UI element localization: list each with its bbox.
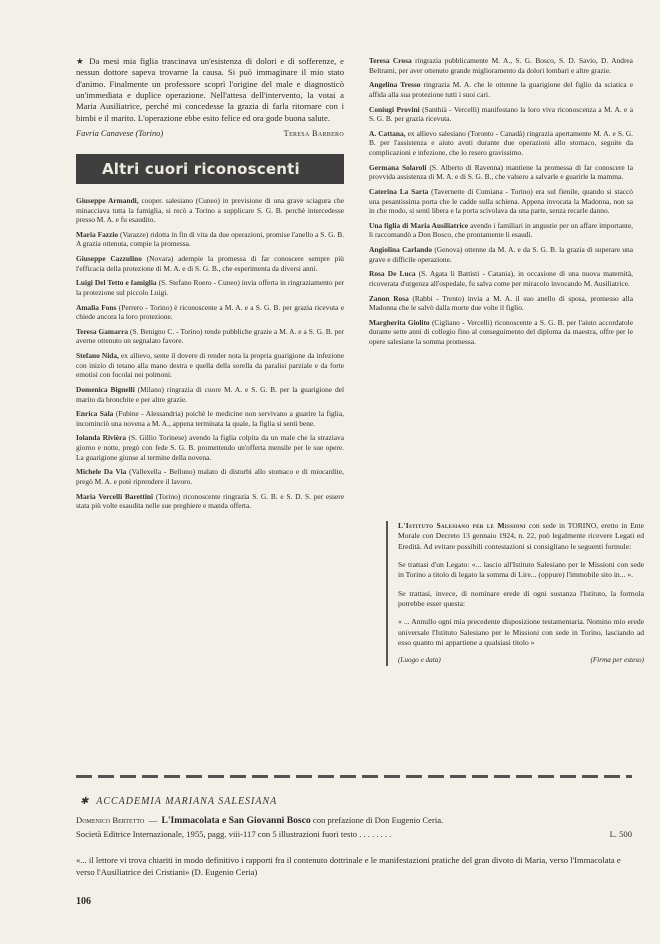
entry-name: Coniugi Provini (369, 104, 420, 114)
entry-name: Luigi Del Tetto e famiglia (76, 278, 157, 288)
list-item (76, 196, 344, 225)
entry-name: A. Cattana, (369, 128, 406, 138)
book-title: L'Immacolata e San Giovanni Bosco (161, 815, 311, 826)
entry-text: (Santhià - Vercelli) manifestano la loro viva riconoscenza a M. A. e a S. G. B. per grazia ricevuta. (369, 104, 634, 124)
book-line-2 (76, 828, 632, 840)
entry-text: ringrazia M. A. che le ottenne la guarigione del figlio da sciatica e affida alla sua protezione tutti i suoi cari. (369, 80, 633, 99)
entry-name: Giuseppe Cazzulino (76, 254, 142, 264)
list-item (369, 129, 633, 158)
entry-name: Germana Solaroli (369, 162, 427, 172)
list-item (369, 80, 633, 99)
list-item (369, 245, 633, 264)
book-description: con prefazione di Don Eugenio Ceria. (312, 815, 444, 825)
list-item (369, 318, 633, 347)
entry-name: Caterina La Sarta (369, 186, 429, 196)
entry-text: avendo i familiari in angustie per un affare importante, li raccomandò a Don Bosco, che prontamente li esaudì. (369, 220, 633, 240)
entry-text: (S. Alberto di Ravenna) mantiene la promessa di far conoscere la provvida assistenza di M. A. e di S. G. B., che valsero a salvarle e guarirle la mamma. (369, 162, 633, 182)
entry-name: Una figlia di Maria Ausiliatrice (369, 220, 469, 230)
entry-name: Angiolina Carlando (369, 245, 433, 254)
entry-name: Amalia Fons (76, 302, 117, 312)
entry-name: Zanon Rosa (369, 293, 409, 303)
academy-title: ACCADEMIA MARIANA SALESIANA (96, 796, 278, 807)
list-item (76, 385, 344, 404)
page-number: 106 (76, 896, 91, 907)
entry-text: ringrazia pubblicamente M. A., S. G. Bosco, S. D. Savio, D. Andrea Beltrami, per aver ottenuto grande miglioramento da dolori lombari e altre grazie. (369, 56, 633, 75)
list-item (76, 467, 344, 486)
entry-text: (Fubine - Alessandria) poichè le medicine non servivano a guarire la figlia, incominciò una novena a M. A., appena terminata la quale, la figlia si sentì bene. (76, 409, 344, 428)
notice-p2: Se trattasi d'un Legato: «... lascio all'Istituto Salesiano per le Missioni con sede in Torino a titolo di legato la somma di Lire... (oppure) l'immobile sito in... ». (398, 559, 644, 580)
entry-name: Giuseppe Armandi, (76, 195, 139, 205)
intro-paragraph (76, 56, 344, 124)
entry-text: cooper. salesiano (Cuneo) in previsione di una grave sciagura che minacciava tutta la famiglia, si recò a Torino a supplicare S. G. B. perchè intercedesse presso M. A. e fu esaudito. (76, 195, 345, 225)
list-item (369, 294, 633, 313)
dashed-divider (76, 775, 632, 778)
entry-name: Maria Fazzio (76, 229, 119, 239)
list-item (76, 351, 344, 380)
intro-signature-row (76, 129, 344, 140)
entry-text: (S. Gillio Torinese) avendo la figlia colpita da un male che la straziava giorno e notte, pregò con fede S. G. B. promettendo un'offerta mensile per le sue opere. La guarigione giunse al termine della novena. (76, 433, 345, 462)
list-item (76, 492, 344, 511)
list-item (76, 327, 344, 346)
legacy-notice-box (386, 521, 644, 666)
entry-text: (Novara) adempie la promessa di far conoscere sempre più l'efficacia della protezione di M. A. e di S. G. B., che esperimenta da diversi anni. (76, 254, 344, 273)
list-item (76, 433, 344, 462)
intro-place: Favria Canavese (Torino) (76, 129, 164, 139)
cross-icon: ✱ (80, 796, 90, 807)
entry-name: Domenica Bignelli (76, 384, 135, 394)
entry-name: Enrica Sala (76, 409, 114, 419)
section-banner: Altri cuori riconoscenti (76, 154, 344, 184)
left-column (76, 56, 344, 516)
list-item (369, 56, 633, 75)
notice-place-date: (Luogo e data) (398, 656, 441, 665)
list-item (76, 303, 344, 322)
entry-name: Stefano Nida, (76, 351, 119, 361)
left-entries (76, 196, 344, 511)
list-item (76, 409, 344, 428)
entry-text: (Varazze) ridotta in fin di vita da due operazioni, promise l'anello a S. G. B. A grazia ottenuta, compie la promessa. (76, 229, 344, 249)
book-author: Domenico Bertetto (76, 815, 145, 825)
notice-p1-text: con sede in TORINO, eretto in Ente Morale con Decreto 13 gennaio 1924, n. 22, può legalmente ricevere Legati ed Eredità. Ad evitare possibili contestazioni si consigliano le seguenti formule: (398, 521, 644, 551)
entry-text: (S. Stefano Roero - Cuneo) invia offerta in ringraziamento per la protezione sul piccolo Luigi. (76, 278, 344, 297)
right-entries (369, 56, 633, 347)
entry-text: (Vallexella - Belluno) malato di disturbi allo stomaco e di miocardite, pregò M. A. e potè riprendere il lavoro. (76, 467, 344, 486)
list-item (369, 221, 633, 240)
list-item (369, 187, 633, 216)
book-publisher: Società Editrice Internazionale, 1955, pagg. viii-117 con 5 illustrazioni fuori testo . . . . . . . . (76, 828, 392, 839)
intro-signature: Teresa Barbero (283, 129, 344, 139)
list-item (369, 163, 633, 182)
entry-text: (Rabbi - Trento) invia a M. A. il suo anello di sposa, promesso alla Madonna che le salvò dalla morte due volte il figlio. (369, 293, 633, 313)
entry-name: Margherita Giolito (369, 317, 430, 327)
list-item (369, 269, 633, 288)
book-notice (76, 814, 632, 840)
intro-text: Da mesi mia figlia trascinava un'esistenza di dolori e di sofferenze, e nessun dottore sapeva trovarne la causa. Si può immaginare il mio stato d'animo. Finalmente un professore scoprì l'origine del male e diagnosticò un'immediata e duplice operazione. Nell'attesa dell'intervento, la votai a Maria Ausiliatrice, perché mi concedesse la grazia di farla ritornare con i bimbi e il marito. L'operazione ebbe esito felice ed ora gode buona salute. (76, 56, 344, 123)
entry-name: Angelina Tresso (369, 80, 421, 90)
entry-name: Rosa De Luca (369, 269, 416, 279)
notice-p3: Se trattasi, invece, di nominare erede di ogni sostanza l'Istituto, la formola potrebbe esser questa: (398, 588, 644, 608)
entry-name: Maria Vercelli Barettini (76, 491, 154, 501)
notice-p4: « ... Annullo ogni mia precedente disposizione testamentaria. Nomino mio erede universale l'Istituto Salesiano per le Missioni con sede in Torino, lasciando ad esso quanto mi appartiene a qualsiasi titolo » (398, 617, 644, 647)
entry-text: (S. Agata li Battisti - Catania), in occasione di una nuova maternità, ricoverata d'urgenza all'ospedale, fu salva come per miracolo invocando M. Ausiliatrice. (369, 269, 633, 288)
entry-name: Teresa Crosa (369, 56, 412, 65)
entry-text: (Torino) riconoscente ringrazia S. G. B. e S. D. S. per essere stata più volte esaudita nelle sue preghiere e manda offerta. (76, 491, 344, 511)
entry-text: (Milano) ringrazia di cuore M. A. e S. G. B. per la guarigione del marito da bronchite e per altre grazie. (76, 384, 344, 404)
book-quote: «... il lettore vi trova chiariti in modo definitivo i rapporti fra il contenuto dottrinale e le manifestazioni pratiche del gran divoto di Maria, verso l'Immacolata e verso l'Ausiliatrice dei Cristiani» (D. Eugenio Ceria) (76, 855, 621, 878)
entry-text: ex allievo salesiano (Toronto - Canadà) ringrazia apertamente M. A. e S. G. B. per l'assistenza e aiuto avuti durante due operazioni allo stomaco, seguite da complicazioni e infezione, che lo resero gravissimo. (369, 128, 633, 157)
book-line-1: Domenico Bertetto — L'Immacolata e San Giovanni Bosco con prefazione di Don Eugenio Ceria. (76, 815, 444, 826)
right-column (369, 56, 633, 352)
entry-name: Iolanda Rivièra (76, 433, 127, 443)
star-icon: ★ (76, 56, 86, 66)
academy-heading (80, 796, 632, 807)
list-item (76, 254, 344, 273)
notice-heading: L'Istituto Salesiano per le Missioni (398, 521, 526, 530)
notice-signature-row (398, 656, 644, 666)
notice-p1 (398, 521, 644, 552)
entry-name: Michele Da Via (76, 467, 127, 477)
entry-text: ex allievo, sente il dovere di render nota la propria guarigione da infezione con inizio di tetano alla mano destra e quella della sorella da paralisi parziale e da forte emotisi con focolai nei polmoni. (76, 351, 344, 380)
entry-name: Teresa Gamarra (76, 326, 129, 336)
book-price: L. 500 (609, 828, 632, 839)
list-item (76, 278, 344, 297)
entry-text: (Cigliano - Vercelli) riconoscente a S. G. B. per l'aiuto accordatole durante sette anni di collegio fino al conseguimento del diploma da maestra, offre per le opere salesiane la somma promessa. (369, 317, 633, 346)
notice-signature: (Firma per esteso) (590, 656, 644, 665)
entry-text: (Perrero - Torino) è riconoscente a M. A. e a S. G. B. per grazia ricevuta e chiede ancora la loro protezione. (76, 302, 344, 322)
entry-text: (Tavernette di Cumiana - Torino) era sul fienile, quando si staccò una pesantissima porta che le cadde sulla schiena. Appena invocata la Madonna, non sa in che modo, si sentì libera e la porta scivolava da una parte, senza recarle danno. (369, 186, 633, 216)
entry-text: (Genova) ottenne da M. A. e da S. G. B. la grazia di superare una grave e difficile operazione. (369, 245, 633, 264)
list-item (76, 230, 344, 249)
list-item (369, 105, 633, 124)
entry-text: (S. Benigno C. - Torino) rende pubbliche grazie a M. A. e a S. G. B. per averne ottenuto un segnalato favore. (76, 326, 344, 346)
